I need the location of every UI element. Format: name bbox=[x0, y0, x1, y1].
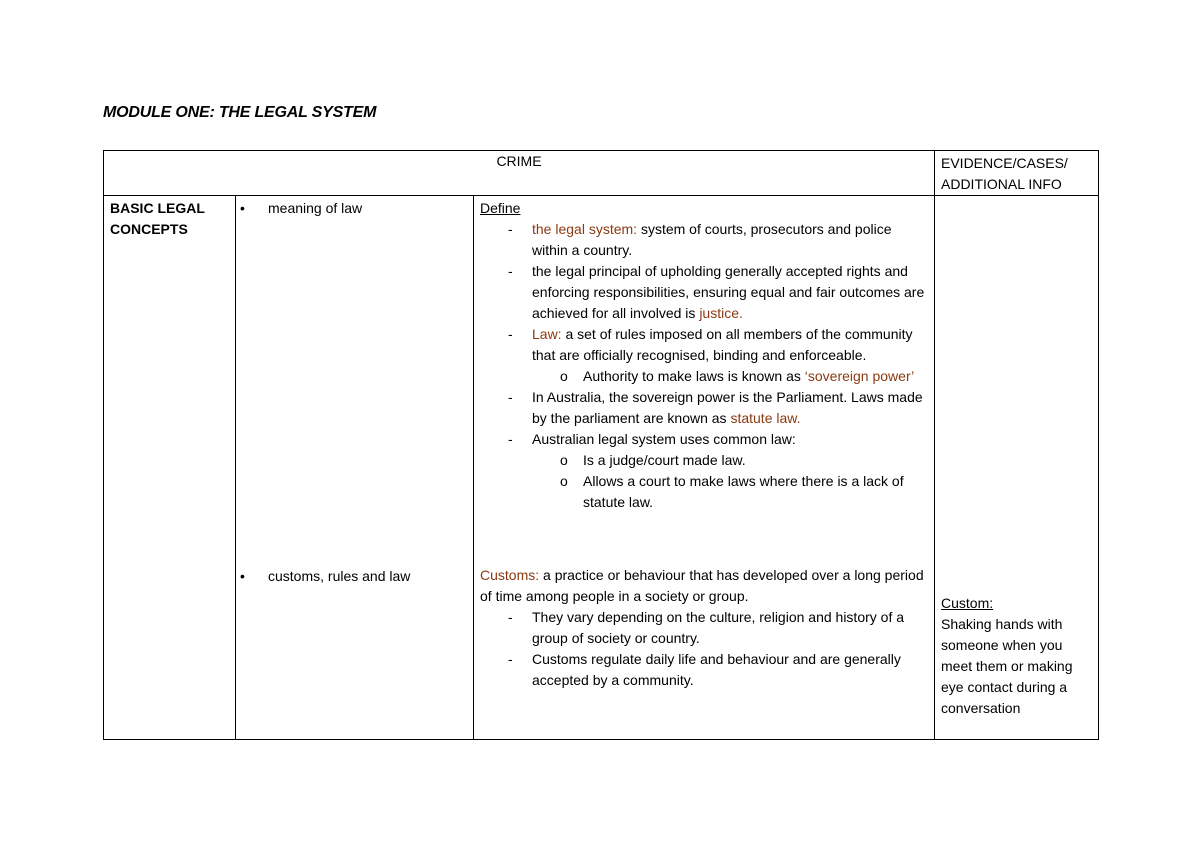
definition-text: system of courts, prosecutors and police within a country. bbox=[532, 221, 892, 258]
table-row bbox=[104, 196, 1099, 740]
evidence-header-line1: EVIDENCE/CASES/ bbox=[941, 155, 1068, 171]
definition-item bbox=[480, 324, 928, 366]
evidence-header bbox=[935, 151, 1099, 196]
sub-point bbox=[480, 450, 928, 471]
evidence-cell bbox=[935, 196, 1099, 740]
custom-heading: Custom: bbox=[941, 595, 994, 611]
dash-icon: - bbox=[508, 326, 513, 342]
definition-item bbox=[480, 649, 928, 691]
definition-text: Australian legal system uses common law: bbox=[532, 431, 796, 447]
term-law: Law: bbox=[532, 326, 562, 342]
definition-text: a set of rules imposed on all members of the community that are officially recognised, binding and enforceable. bbox=[532, 326, 913, 363]
dash-icon: - bbox=[508, 431, 513, 447]
sub-point-text: Authority to make laws is known as bbox=[583, 368, 805, 384]
evidence-header-line2: ADDITIONAL INFO bbox=[941, 176, 1062, 192]
term-legal-system: the legal system: bbox=[532, 221, 638, 237]
term-sovereign-power: ‘sovereign power’ bbox=[804, 368, 915, 384]
circle-bullet-icon: o bbox=[560, 473, 568, 489]
definition-text: the legal principal of upholding generally accepted rights and enforcing responsibilities, ensuring equal and fair outcomes are achieved for all involved is bbox=[532, 263, 925, 321]
definition-item bbox=[480, 387, 928, 429]
concept-cell bbox=[104, 196, 236, 740]
concept-line2: CONCEPTS bbox=[110, 221, 188, 237]
table-header-row bbox=[104, 151, 1099, 196]
circle-bullet-icon: o bbox=[560, 368, 568, 384]
sub-point bbox=[480, 366, 928, 387]
term-customs: Customs: bbox=[480, 567, 540, 583]
concept-line1: BASIC LEGAL bbox=[110, 200, 205, 216]
definition-text: In Australia, the sovereign power is the Parliament. Laws made by the parliament are known as bbox=[532, 389, 923, 426]
sub-point bbox=[480, 471, 928, 513]
bullet-icon: • bbox=[240, 200, 245, 216]
topics-cell bbox=[236, 196, 474, 740]
crime-header-label: CRIME bbox=[496, 153, 542, 169]
bullet-icon: • bbox=[240, 568, 245, 584]
topic-item bbox=[236, 198, 467, 219]
dash-icon: - bbox=[508, 651, 513, 667]
topic-item bbox=[236, 566, 467, 587]
definition-text: a practice or behaviour that has developed over a long period of time among people in a society or group. bbox=[480, 567, 924, 604]
term-justice: justice. bbox=[699, 305, 743, 321]
dash-icon: - bbox=[508, 389, 513, 405]
customs-definition bbox=[480, 565, 928, 607]
topic-label: customs, rules and law bbox=[268, 568, 411, 584]
legal-concepts-table bbox=[103, 150, 1099, 740]
sub-point-text: Is a judge/court made law. bbox=[583, 452, 746, 468]
circle-bullet-icon: o bbox=[560, 452, 568, 468]
dash-icon: - bbox=[508, 263, 513, 279]
topic-label: meaning of law bbox=[268, 200, 363, 216]
crime-content-cell bbox=[474, 196, 935, 740]
term-statute-law: statute law. bbox=[730, 410, 801, 426]
definition-item bbox=[480, 429, 928, 450]
crime-header bbox=[104, 151, 935, 196]
sub-point-text: Allows a court to make laws where there is a lack of statute law. bbox=[583, 473, 904, 510]
dash-icon: - bbox=[508, 221, 513, 237]
define-heading: Define bbox=[480, 200, 521, 216]
definition-item bbox=[480, 219, 928, 261]
custom-example: Shaking hands with someone when you meet them or making eye contact during a conversation bbox=[941, 616, 1073, 716]
definition-item bbox=[480, 607, 928, 649]
definition-text: They vary depending on the culture, religion and history of a group of society or country. bbox=[532, 609, 905, 646]
page-title: MODULE ONE: THE LEGAL SYSTEM bbox=[103, 104, 377, 121]
definition-item bbox=[480, 261, 928, 324]
definition-text: Customs regulate daily life and behaviour and are generally accepted by a community. bbox=[532, 651, 901, 688]
dash-icon: - bbox=[508, 609, 513, 625]
